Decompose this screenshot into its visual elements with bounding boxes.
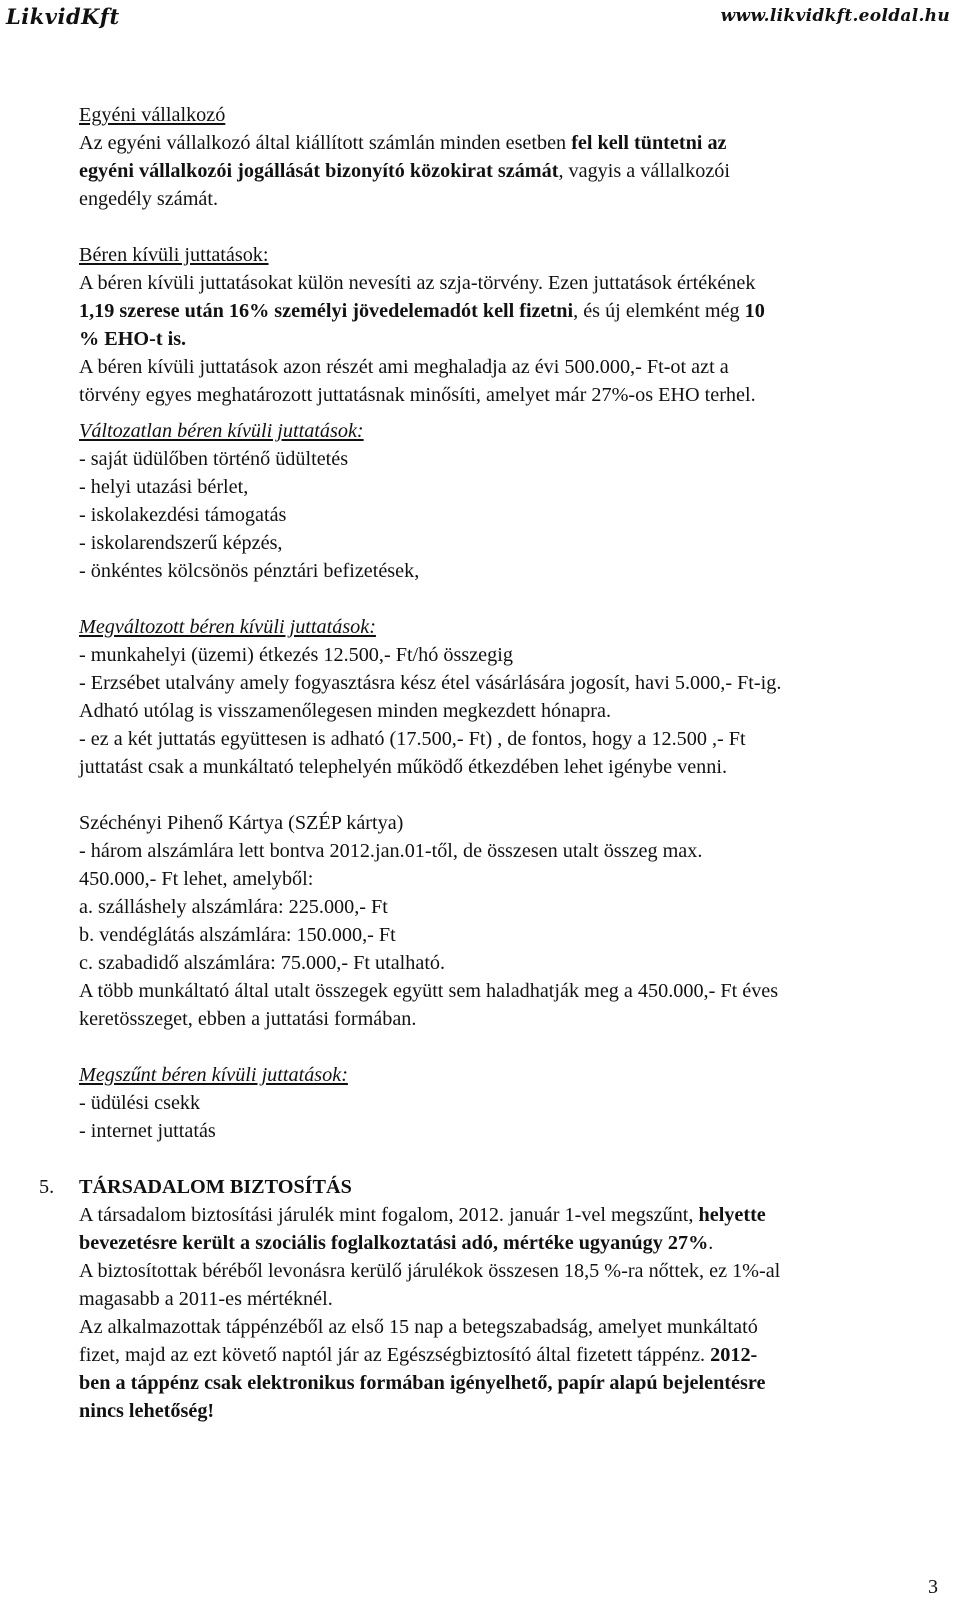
- bold-text: % EHO-t is.: [79, 328, 187, 350]
- section-szep-kartya: [79, 809, 951, 1033]
- paragraph-line: - három alszámlára lett bontva 2012.jan.01-től, de összesen utalt összeg max.: [79, 840, 703, 862]
- section-tarsadalom-biztositas: [39, 1173, 951, 1425]
- page-header: [0, 0, 960, 40]
- spacer: [79, 585, 951, 613]
- bold-text: egyéni vállalkozói jogállását bizonyító közokirat számát: [79, 160, 559, 182]
- list-item: - iskolakezdési támogatás: [79, 504, 287, 526]
- paragraph-line: A több munkáltató által utalt összegek együtt sem haladhatják meg a 450.000,- Ft éves: [79, 980, 779, 1002]
- section-valtozatlan: [79, 417, 951, 585]
- list-item: - internet juttatás: [79, 1120, 216, 1142]
- paragraph-line: juttatást csak a munkáltató telephelyén működő étkezdében lehet igénybe venni.: [79, 756, 728, 778]
- spacer: [79, 1145, 951, 1173]
- list-item: - üdülési csekk: [79, 1092, 201, 1114]
- section-title: Megszűnt béren kívüli juttatások:: [79, 1064, 348, 1086]
- paragraph-line: - munkahelyi (üzemi) étkezés 12.500,- Ft/hó összegig: [79, 644, 513, 666]
- paragraph-line: [79, 1341, 951, 1369]
- text-span: , és új elemként még: [573, 300, 745, 322]
- bold-text: ben a táppénz csak elektronikus formában igényelhető, papír alapú bejelentésre: [79, 1372, 766, 1394]
- paragraph-line: 450.000,- Ft lehet, amelyből:: [79, 868, 314, 890]
- list-item: - helyi utazási bérlet,: [79, 476, 249, 498]
- paragraph-line: A biztosítottak béréből levonásra kerülő járulékok összesen 18,5 %-ra nőttek, ez 1%-al: [79, 1260, 781, 1282]
- section-beren-kivuli: [79, 241, 951, 409]
- header-url: www.likvidkft.eoldal.hu: [720, 6, 950, 26]
- section-title: Béren kívüli juttatások:: [79, 244, 269, 266]
- bold-text: 10: [744, 300, 765, 322]
- paragraph-line: - Erzsébet utalvány amely fogyasztásra kész étel vásárlására jogosít, havi 5.000,- Ft-ig.: [79, 672, 782, 694]
- text-span: .: [708, 1232, 714, 1254]
- section-title: Változatlan béren kívüli juttatások:: [79, 420, 364, 442]
- bold-text: 2012-: [710, 1344, 758, 1366]
- list-item: - saját üdülőben történő üdültetés: [79, 448, 349, 470]
- paragraph-line: engedély számát.: [79, 188, 219, 210]
- paragraph-line: b. vendéglátás alszámlára: 150.000,- Ft: [79, 924, 396, 946]
- paragraph-line: [79, 129, 951, 157]
- spacer: [79, 1033, 951, 1061]
- section-heading: [79, 1173, 951, 1201]
- paragraph-line: [79, 1397, 951, 1425]
- page-number: 3: [928, 1576, 938, 1598]
- section-megvaltozott: [79, 613, 951, 781]
- paragraph-line: A béren kívüli juttatásokat külön nevesíti az szja-törvény. Ezen juttatások értékének: [79, 272, 756, 294]
- paragraph-line: [79, 297, 951, 325]
- paragraph-line: törvény egyes meghatározott juttatásnak minősíti, amelyet már 27%-os EHO terhel.: [79, 384, 756, 406]
- paragraph-line: A béren kívüli juttatások azon részét ami meghaladja az évi 500.000,- Ft-ot azt a: [79, 356, 729, 378]
- section-title: Megváltozott béren kívüli juttatások:: [79, 616, 376, 638]
- list-item: - iskolarendszerű képzés,: [79, 532, 283, 554]
- section-number: 5.: [39, 1176, 55, 1198]
- text-span: A társadalom biztosítási járulék mint fogalom, 2012. január 1-vel megszűnt,: [79, 1204, 699, 1226]
- section-egyeni-vallalkozo: [79, 101, 951, 213]
- text-span: Az egyéni vállalkozó által kiállított számlán minden esetben: [79, 132, 572, 154]
- document-body: [39, 101, 951, 1425]
- paragraph-line: [79, 1201, 951, 1229]
- paragraph-line: [79, 1369, 951, 1397]
- spacer: [79, 213, 951, 241]
- bold-text: fel kell tüntetni az: [571, 132, 727, 154]
- list-item: - önkéntes kölcsönös pénztári befizetések,: [79, 560, 420, 582]
- paragraph-line: c. szabadidő alszámlára: 75.000,- Ft utalható.: [79, 952, 446, 974]
- paragraph-line: [79, 1229, 951, 1257]
- bold-text: TÁRSADALOM BIZTOSÍTÁS: [79, 1176, 352, 1198]
- bold-text: 1,19 szerese után 16% személyi jövedelemadót kell fizetni: [79, 300, 574, 322]
- paragraph-line: [79, 325, 951, 353]
- section-title: Egyéni vállalkozó: [79, 104, 226, 126]
- paragraph-line: keretösszeget, ebben a juttatási formában.: [79, 1008, 417, 1030]
- section-megszunt: [79, 1061, 951, 1145]
- spacer: [79, 781, 951, 809]
- paragraph-line: - ez a két juttatás együttesen is adható (17.500,- Ft) , de fontos, hogy a 12.500 ,- Ft: [79, 728, 746, 750]
- paragraph-line: [79, 157, 951, 185]
- text-span: fizet, majd az ezt követő naptól jár az Egészségbiztosító által fizetett táppénz.: [79, 1344, 711, 1366]
- bold-text: helyette: [698, 1204, 766, 1226]
- bold-text: nincs lehetőség!: [79, 1400, 215, 1422]
- bold-text: bevezetésre került a szociális foglalkoztatási adó, mértéke ugyanúgy 27%: [79, 1232, 709, 1254]
- spacer: [79, 409, 951, 417]
- brand-logo: LikvidKft: [6, 4, 120, 29]
- paragraph-line: Az alkalmazottak táppénzéből az első 15 nap a betegszabadság, amelyet munkáltató: [79, 1316, 758, 1338]
- text-span: , vagyis a vállalkozói: [558, 160, 730, 182]
- paragraph-line: magasabb a 2011-es mértéknél.: [79, 1288, 333, 1310]
- paragraph-line: a. szálláshely alszámlára: 225.000,- Ft: [79, 896, 388, 918]
- section-title: Széchényi Pihenő Kártya (SZÉP kártya): [79, 812, 404, 834]
- paragraph-line: Adható utólag is visszamenőlegesen minden megkezdett hónapra.: [79, 700, 612, 722]
